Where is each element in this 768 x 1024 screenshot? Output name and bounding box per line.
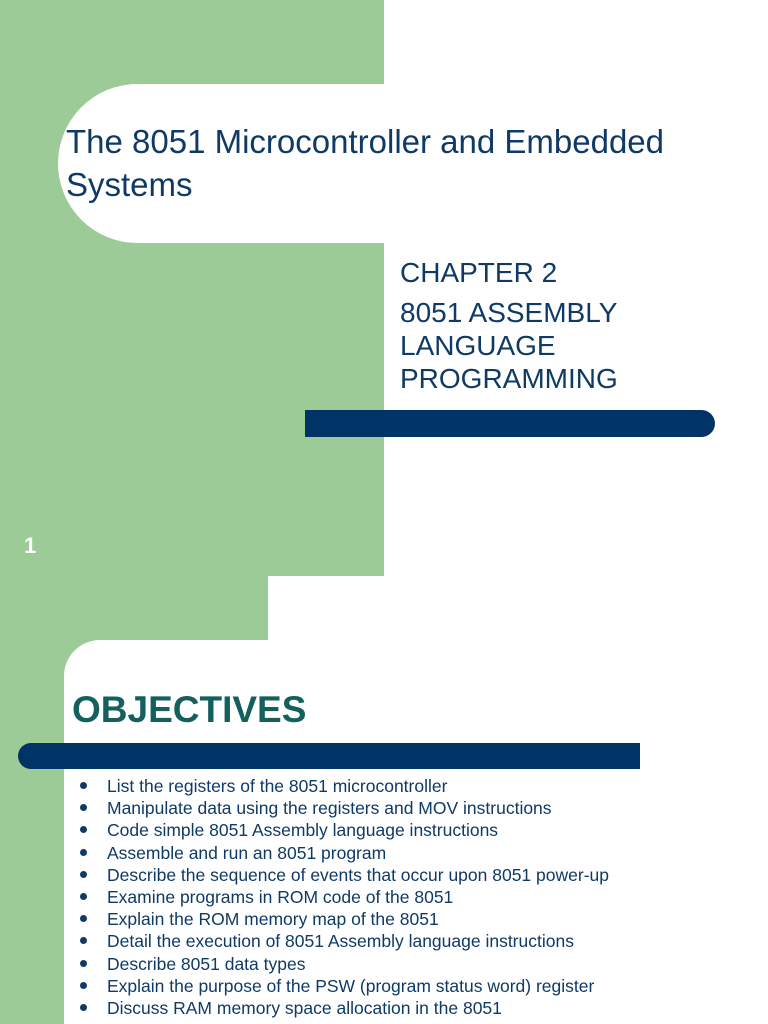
slide-number: 1 xyxy=(24,533,37,558)
objective-text: Describe the sequence of events that occur upon 8051 power-up xyxy=(107,864,609,885)
list-item xyxy=(80,953,760,975)
objective-text: Detail the execution of 8051 Assembly language instructions xyxy=(107,931,574,952)
objective-text: Examine programs in ROM code of the 8051 xyxy=(107,886,454,907)
list-item xyxy=(80,842,760,864)
list-item xyxy=(80,819,760,841)
bullet-icon xyxy=(80,871,87,878)
bullet-icon xyxy=(80,1004,87,1011)
list-item xyxy=(80,997,760,1019)
slide2-accent-bar xyxy=(18,743,640,769)
list-item xyxy=(80,930,760,952)
bullet-icon xyxy=(80,804,87,811)
slide1-accent-bar xyxy=(305,410,715,437)
objective-text: Explain the purpose of the PSW (program status word) register xyxy=(107,975,595,996)
slide1-chapter: CHAPTER 2 xyxy=(400,257,558,288)
list-item xyxy=(80,975,760,997)
slide1-subtitle: 8051 ASSEMBLY LANGUAGE PROGRAMMING xyxy=(400,297,618,394)
list-item xyxy=(80,908,760,930)
bullet-icon xyxy=(80,826,87,833)
bullet-icon xyxy=(80,982,87,989)
objective-text: Code simple 8051 Assembly language instructions xyxy=(107,820,499,841)
objective-text: Discuss RAM memory space allocation in the 8051 xyxy=(107,997,502,1018)
bullet-icon xyxy=(80,849,87,856)
objective-text: Describe 8051 data types xyxy=(107,953,306,974)
list-item xyxy=(80,864,760,886)
objective-text: Manipulate data using the registers and MOV instructions xyxy=(107,798,552,819)
objective-text: Explain the ROM memory map of the 8051 xyxy=(107,909,439,930)
list-item xyxy=(80,886,760,908)
list-item xyxy=(80,797,760,819)
slide2-heading: OBJECTIVES xyxy=(72,689,307,730)
objective-text: List the registers of the 8051 microcontroller xyxy=(107,776,448,796)
bullet-icon xyxy=(80,893,87,900)
slide1-title: The 8051 Microcontroller and Embedded Systems xyxy=(66,123,665,203)
bullet-icon xyxy=(80,915,87,922)
bullet-icon xyxy=(80,782,87,789)
objective-text: Assemble and run an 8051 program xyxy=(107,842,387,863)
objectives-list xyxy=(80,775,760,1019)
bullet-icon xyxy=(80,937,87,944)
bullet-icon xyxy=(80,960,87,967)
list-item xyxy=(80,775,760,797)
